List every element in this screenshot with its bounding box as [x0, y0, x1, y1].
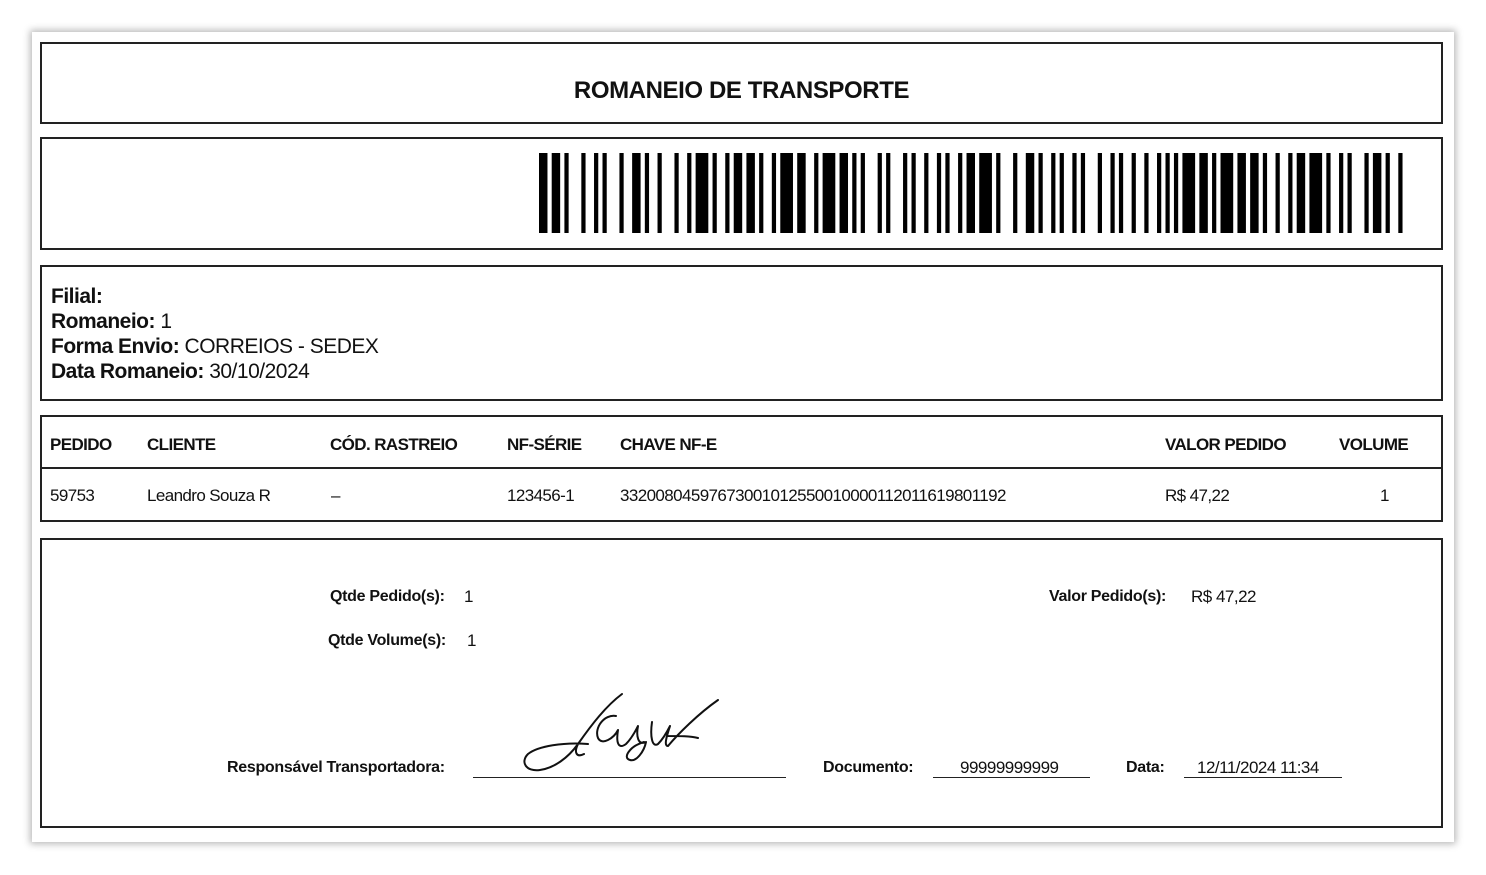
header-divider — [42, 467, 1441, 469]
valor-pedidos-value: R$ 47,22 — [1191, 587, 1256, 606]
barcode-bar — [886, 153, 890, 233]
barcode-bar — [958, 153, 962, 233]
forma-envio-line — [51, 335, 378, 359]
forma-envio-value: CORREIOS - SEDEX — [184, 335, 379, 358]
documento-value: 99999999999 — [960, 758, 1059, 777]
barcode-bar — [1212, 153, 1216, 233]
cell-valor-pedido: R$ 47,22 — [1165, 486, 1230, 505]
barcode-bar — [996, 153, 1000, 233]
barcode-bar — [1132, 153, 1136, 233]
barcode-bar — [539, 153, 547, 233]
header-nf-serie: NF-SÉRIE — [507, 435, 582, 454]
cell-cod-rastreio: – — [331, 486, 340, 505]
barcode-bar — [861, 153, 865, 233]
barcode-box — [40, 137, 1443, 250]
barcode-bar — [967, 153, 975, 233]
header-chave-nfe: CHAVE NF-E — [620, 435, 717, 454]
barcode-bar — [1288, 153, 1292, 233]
forma-envio-label: Forma Envio: — [51, 335, 180, 358]
cell-pedido: 59753 — [50, 486, 95, 505]
romaneio-label: Romaneio: — [51, 310, 156, 333]
barcode-bar — [594, 153, 598, 233]
barcode-bar — [912, 153, 916, 233]
summary-box — [40, 538, 1443, 828]
barcode-bar — [1348, 153, 1352, 233]
barcode-bar — [1013, 153, 1017, 233]
barcode-bar — [564, 153, 568, 233]
header-cod-rastreio: CÓD. RASTREIO — [330, 435, 458, 454]
barcode-bar — [1398, 153, 1402, 233]
data-romaneio-value: 30/10/2024 — [209, 360, 310, 383]
barcode-bar — [1072, 153, 1076, 233]
cell-nf-serie: 123456-1 — [507, 486, 575, 505]
barcode-bar — [1237, 153, 1245, 233]
data-label: Data: — [1126, 759, 1165, 776]
barcode-bar — [1263, 153, 1267, 233]
romaneio-line — [51, 310, 172, 334]
barcode-bar — [632, 153, 640, 233]
barcode-bar — [713, 153, 717, 233]
barcode-bar — [1081, 153, 1085, 233]
barcode-bar — [945, 153, 949, 233]
barcode-bar — [772, 153, 776, 233]
barcode-bar — [937, 153, 941, 233]
barcode-bar — [696, 153, 709, 233]
barcode-bar — [734, 153, 742, 233]
orders-table — [40, 415, 1443, 522]
valor-pedidos-label: Valor Pedido(s): — [1049, 588, 1166, 605]
cell-cliente: Leandro Souza R — [147, 486, 271, 505]
barcode-bar — [1221, 153, 1234, 233]
barcode-bar — [924, 153, 928, 233]
barcode-bar — [1157, 153, 1161, 233]
barcode-bar — [840, 153, 848, 233]
barcode-bar — [1039, 153, 1043, 233]
documento-line — [933, 777, 1090, 778]
barcode-bar — [814, 153, 818, 233]
barcode-bar — [1144, 153, 1148, 233]
qtde-pedidos-value: 1 — [464, 587, 473, 606]
barcode-bar — [1098, 153, 1102, 233]
barcode-bar — [1119, 153, 1123, 233]
barcode-bar — [1060, 153, 1064, 233]
data-line — [1184, 777, 1342, 778]
barcode-bar — [1182, 153, 1195, 233]
barcode-bar — [979, 153, 992, 233]
barcode-bar — [903, 153, 907, 233]
qtde-volumes-value: 1 — [467, 631, 476, 650]
barcode-bar — [1250, 153, 1258, 233]
romaneio-value: 1 — [160, 310, 172, 333]
barcode-bar — [1373, 153, 1381, 233]
data-romaneio-label: Data Romaneio: — [51, 360, 204, 383]
cell-chave-nfe: 33200804597673001012550010000112011619801192 — [620, 486, 1006, 505]
filial-label: Filial: — [51, 285, 103, 308]
barcode-bar — [1386, 153, 1390, 233]
barcode-bar — [687, 153, 691, 233]
barcode-bar — [725, 153, 729, 233]
barcode-bar — [1051, 153, 1055, 233]
barcode-bar — [852, 153, 856, 233]
barcode-bar — [1364, 153, 1368, 233]
barcode-bar — [552, 153, 560, 233]
barcode-bar — [1174, 153, 1178, 233]
data-romaneio-line — [51, 360, 309, 384]
header-valor-pedido: VALOR PEDIDO — [1165, 435, 1286, 454]
barcode-bar — [581, 153, 585, 233]
barcode-bar — [823, 153, 836, 233]
barcode-bar — [878, 153, 882, 233]
barcode-bar — [1165, 153, 1169, 233]
filial-line — [51, 285, 102, 309]
handwritten-signature — [518, 686, 748, 776]
documento-label: Documento: — [823, 759, 914, 776]
barcode-bar — [619, 153, 623, 233]
barcode — [539, 153, 1411, 233]
barcode-bar — [1339, 153, 1343, 233]
data-value: 12/11/2024 11:34 — [1197, 758, 1319, 777]
barcode-bar — [759, 153, 763, 233]
barcode-bar — [1199, 153, 1207, 233]
barcode-bar — [674, 153, 678, 233]
barcode-bar — [658, 153, 662, 233]
barcode-bar — [780, 153, 793, 233]
barcode-bar — [1326, 153, 1330, 233]
responsavel-signature-line — [473, 777, 786, 778]
qtde-volumes-label: Qtde Volume(s): — [328, 632, 446, 649]
responsavel-label: Responsável Transportadora: — [227, 759, 445, 776]
qtde-pedidos-label: Qtde Pedido(s): — [330, 588, 445, 605]
barcode-bar — [1309, 153, 1322, 233]
barcode-bar — [1026, 153, 1034, 233]
barcode-bar — [645, 153, 649, 233]
romaneio-info-box — [40, 265, 1443, 401]
barcode-bar — [797, 153, 805, 233]
barcode-bar — [1276, 153, 1280, 233]
header-cliente: CLIENTE — [147, 435, 216, 454]
barcode-bar — [603, 153, 607, 233]
cell-volume: 1 — [1380, 486, 1389, 505]
header-pedido: PEDIDO — [50, 435, 112, 454]
document-sheet — [32, 32, 1454, 842]
barcode-bar — [746, 153, 754, 233]
barcode-bar — [1110, 153, 1114, 233]
header-volume: VOLUME — [1339, 435, 1409, 454]
barcode-bar — [1297, 153, 1305, 233]
document-title: ROMANEIO DE TRANSPORTE — [573, 77, 910, 104]
title-box — [40, 42, 1443, 124]
